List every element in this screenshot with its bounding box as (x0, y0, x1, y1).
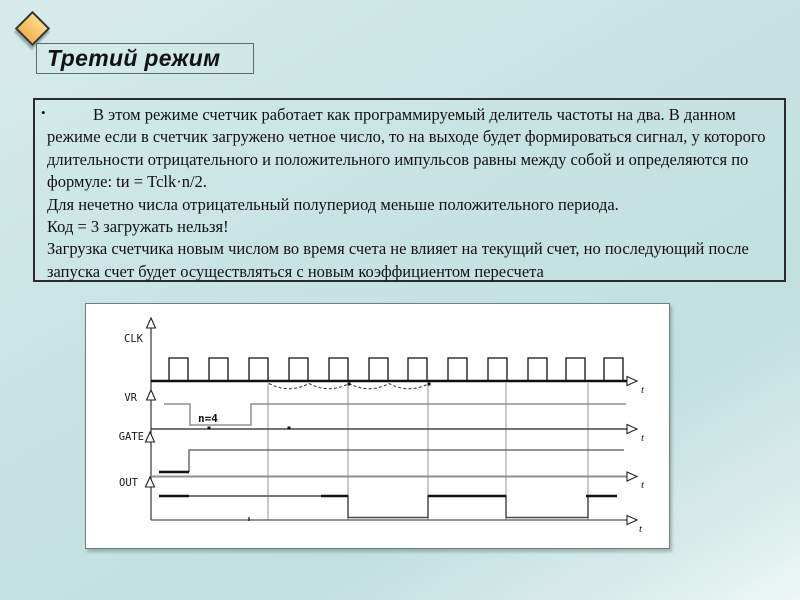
timing-diagram-svg (86, 304, 667, 546)
gate-waveform (159, 450, 624, 472)
vr-label: VR (124, 392, 137, 404)
up-arrow-icon (147, 318, 156, 328)
n-equals-4-label: n=4 (198, 412, 218, 425)
bullet-marker: • (41, 105, 46, 120)
clk-t-axis-label: t (641, 384, 645, 396)
marker-dot (208, 427, 211, 430)
title-box (36, 43, 254, 74)
gate-label: GATE (118, 431, 144, 443)
vr-waveform (164, 404, 626, 425)
clk-label: CLK (124, 333, 143, 345)
out-axis-right-arrow-icon (627, 516, 637, 525)
clk-axis-right-arrow-icon (627, 377, 637, 386)
timing-diagram-box (85, 303, 670, 549)
vr-t-axis-label: t (641, 432, 645, 444)
up-arrow-icon (146, 477, 155, 487)
waveform-shapes (146, 318, 638, 525)
body-paragraph-2: Для нечетно числа отрицательный полупериод меньше положительного периода. (47, 194, 619, 214)
body-paragraph-3: Код = 3 загружать нельзя! (47, 217, 229, 237)
out-label: OUT (119, 477, 138, 489)
marker-dot (348, 383, 351, 386)
up-arrow-icon (146, 432, 155, 442)
gate-axis-right-arrow-icon (627, 472, 637, 481)
marker-dot (288, 427, 291, 430)
body-paragraph-4: Загрузка счетчика новым числом во время счета не влияет на текущий счет, но последующий после запуска счет будет осуществляться с новым коэффициентом пересчета (47, 239, 749, 281)
body-paragraph-1: В этом режиме счетчик работает как программируемый делитель частоты на два. В данном режиме если в счетчик загружено четное число, то на выходе будет формироваться сигнал, у которого длительности отрицательного и положительного импульсов равны между собой и определяются по формуле: tи = Tclk·n/2. (47, 105, 766, 192)
page-title: Третий режим (47, 45, 221, 71)
body-text-box (33, 98, 786, 282)
out-waveform (159, 496, 617, 518)
vr-axis-right-arrow-icon (627, 425, 637, 434)
out-t-axis-label: t (639, 523, 643, 535)
up-arrow-icon (147, 390, 156, 400)
marker-dot (428, 383, 431, 386)
gate-t-axis-label: t (641, 479, 645, 491)
clk-waveform (169, 358, 623, 380)
diamond-decoration-icon (15, 11, 50, 46)
